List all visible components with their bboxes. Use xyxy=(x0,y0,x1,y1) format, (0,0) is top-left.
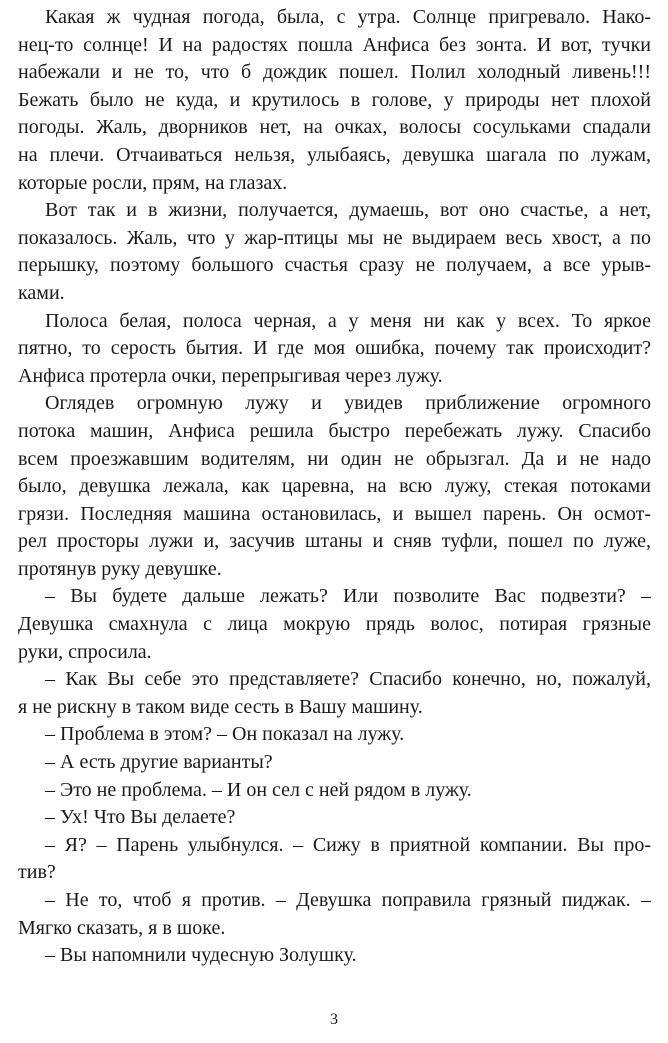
text-line: рел просторы лужи и, засучив штаны и сняв туфли, пошел по луже, xyxy=(18,530,651,553)
text-line: погоды. Жаль, дворников нет, на очках, волосы сосульками спадали xyxy=(18,116,651,139)
text-line: ками. xyxy=(18,281,65,304)
paragraph xyxy=(18,4,651,197)
paragraph xyxy=(18,308,651,391)
text-line: – Я? – Парень улыбнулся. – Сижу в приятной компании. Вы про- xyxy=(45,833,651,856)
text-line: всем проезжавшим водителям, ни один не обрызгал. Да и не надо xyxy=(18,447,651,470)
text-line: протянув руку девушке. xyxy=(18,557,222,580)
text-line: Вот так и в жизни, получается, думаешь, вот оно счастье, а нет, xyxy=(45,199,651,222)
text-line: я не рискну в таком виде сесть в Вашу машину. xyxy=(18,695,423,718)
text-line: было, девушка лежала, как царевна, на всю лужу, стекая потоками xyxy=(18,475,651,498)
text-line: пятно, то серость бытия. И где моя ошибка, почему так происходит? xyxy=(18,337,651,360)
text-line: Оглядев огромную лужу и увидев приближение огромного xyxy=(45,392,651,415)
paragraph xyxy=(18,749,651,777)
page-number: 3 xyxy=(330,1011,338,1028)
paragraph xyxy=(18,666,651,721)
text-line: – Как Вы себе это представляете? Спасибо конечно, но, пожалуй, xyxy=(45,668,651,691)
text-line: потока машин, Анфиса решила быстро перебежать лужу. Спасибо xyxy=(18,419,651,442)
paragraph xyxy=(18,832,651,887)
text-line: – Вы напомнили чудесную Золушку. xyxy=(45,944,357,967)
text-line: показалось. Жаль, что у жар-птицы мы не выдираем весь хвост, а по xyxy=(18,226,651,249)
text-line: набежали и не то, что б дождик пошел. Полил холодный ливень!!! xyxy=(18,61,651,84)
paragraph xyxy=(18,721,651,749)
text-line: – А есть другие варианты? xyxy=(45,751,273,774)
text-line: Бежать было не куда, и крутилось в голове, у природы нет плохой xyxy=(18,88,651,111)
text-line: грязи. Последняя машина остановилась, и вышел парень. Он осмот- xyxy=(18,502,651,525)
paragraph xyxy=(18,583,651,666)
text-line: – Проблема в этом? – Он показал на лужу. xyxy=(45,723,405,746)
text-line: Какая ж чудная погода, была, с утра. Солнце пригревало. Нако- xyxy=(45,6,651,28)
text-line: Девушка смахнула с лица мокрую прядь волос, потирая грязные xyxy=(18,613,651,636)
page-body xyxy=(18,4,651,970)
text-line: Мягко сказать, я в шоке. xyxy=(18,916,226,939)
paragraph xyxy=(18,197,651,307)
text-line: тив? xyxy=(18,861,56,884)
paragraph xyxy=(18,887,651,942)
text-line: Анфиса протерла очки, перепрыгивая через лужу. xyxy=(18,364,443,387)
text-line: – Вы будете дальше лежать? Или позволите Вас подвезти? – xyxy=(45,585,651,608)
text-line: руки, спросила. xyxy=(18,640,152,663)
text-line: перышку, поэтому большого счастья сразу не получаем, а все урыв- xyxy=(18,254,651,277)
text-line: на плечи. Отчаиваться нельзя, улыбаясь, девушка шагала по лужам, xyxy=(18,143,651,166)
text-line: Полоса белая, полоса черная, а у меня ни как у всех. То яркое xyxy=(45,309,651,332)
text-line: которые росли, прям, на глазах. xyxy=(18,171,288,194)
text-line: – Это не проблема. – И он сел с ней рядом в лужу. xyxy=(45,778,472,801)
paragraph xyxy=(18,804,651,832)
paragraph xyxy=(18,942,651,970)
paragraph xyxy=(18,390,651,583)
text-line: – Не то, чтоб я против. – Девушка поправила грязный пиджак. – xyxy=(45,889,651,911)
paragraph xyxy=(18,777,651,805)
text-line: нец-то солнце! И на радостях пошла Анфиса без зонта. И вот, тучки xyxy=(18,33,651,56)
text-line: – Ух! Что Вы делаете? xyxy=(45,806,236,829)
